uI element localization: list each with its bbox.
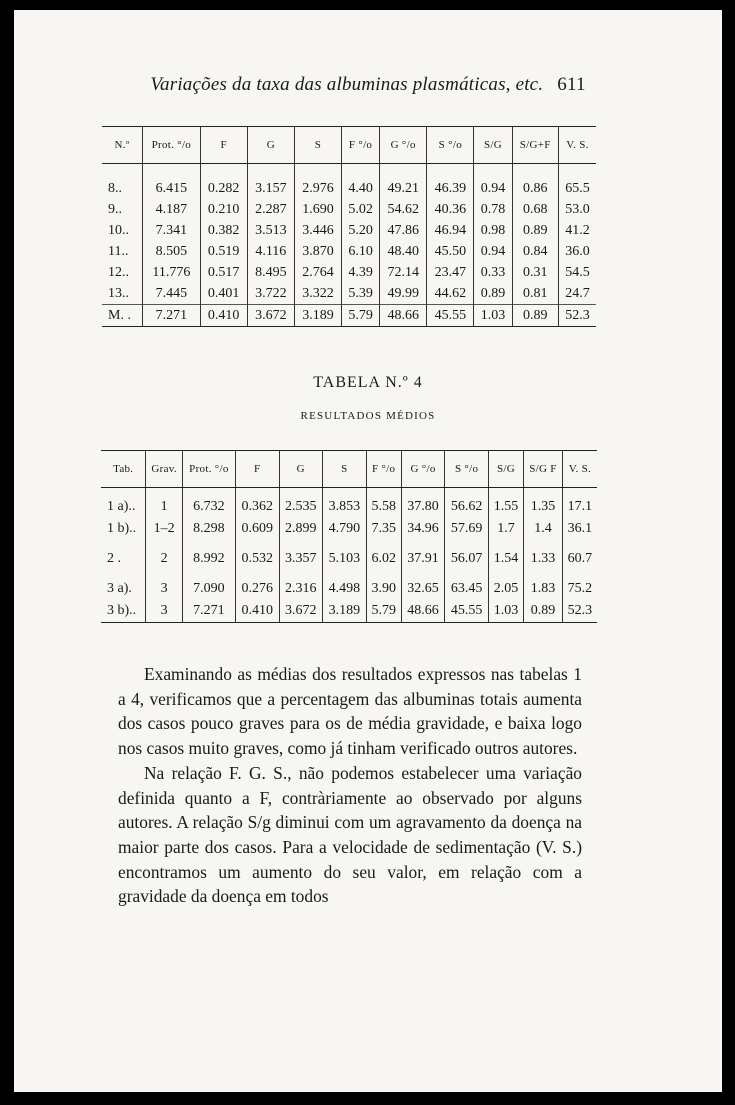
table-cell: 7.445	[143, 283, 200, 305]
table-cell: 49.99	[380, 283, 427, 305]
col-header: S °/o	[445, 451, 489, 488]
table-cell: 56.07	[445, 548, 489, 570]
table-cell: 4.498	[323, 578, 367, 600]
body-text	[118, 662, 582, 909]
table-4-header-row	[101, 451, 597, 488]
table-cell: 41.2	[558, 220, 596, 241]
table-cell: 36.0	[558, 241, 596, 262]
table-cell: 12..	[108, 264, 129, 280]
table-cell: 4.40	[342, 178, 380, 199]
table-cell: 11..	[108, 243, 129, 259]
table-cell: 2.535	[279, 496, 323, 518]
table-cell: 1.4	[524, 518, 563, 540]
table-cell: 3.189	[294, 305, 341, 327]
table-cell: 52.3	[562, 600, 597, 623]
paragraph: Examinando as médias dos resultados expressos nas tabelas 1 a 4, verificamos que a percentagem das albuminas totais aumenta dos casos pouco graves para os de média gravidade, e baixa logo nos casos muito graves, como já tinham verificado outros autores.	[118, 664, 582, 759]
table-cell: 3.853	[323, 496, 367, 518]
table-cell: 6.732	[182, 496, 235, 518]
table-cell: 2 .	[107, 551, 121, 566]
table-row	[101, 600, 597, 623]
table-cell: 37.80	[401, 496, 445, 518]
table-row	[101, 518, 597, 540]
table-cell: 5.02	[342, 199, 380, 220]
table-cell: 3.90	[366, 578, 401, 600]
table-cell: 3.446	[294, 220, 341, 241]
table-cell: 9..	[108, 201, 122, 217]
table-cell: 0.517	[200, 262, 247, 283]
paragraph: Na relação F. G. S., não podemos estabelecer uma variação definida quanto a F, contràriamente ao observado por alguns autores. A relação S/g diminui com um agravamento da doença na maior parte dos casos. Para a velocidade de sedimentação (V. S.) encontramos um aumento do seu valor, em relação com a gravidade da doença em todos	[118, 762, 582, 907]
table-cell: 2.764	[294, 262, 341, 283]
table-cell: 2.899	[279, 518, 323, 540]
table-cell: 54.5	[558, 262, 596, 283]
col-header: S/G F	[524, 451, 563, 488]
table-cell: 75.2	[562, 578, 597, 600]
table-cell: 1.54	[488, 548, 523, 570]
table-1-header-row	[102, 127, 596, 164]
col-header: G	[279, 451, 323, 488]
col-header: S/G	[474, 127, 512, 164]
table-cell: 3.157	[247, 178, 294, 199]
table-cell: 6.02	[366, 548, 401, 570]
table-cell: 0.89	[512, 220, 558, 241]
table-cell: 53.0	[558, 199, 596, 220]
col-header: S	[323, 451, 367, 488]
table-cell: 0.410	[235, 600, 279, 623]
table-cell: 4.790	[323, 518, 367, 540]
table-cell: 8.298	[182, 518, 235, 540]
table-cell: 6.415	[143, 178, 200, 199]
table-cell: 52.3	[558, 305, 596, 327]
table-cell: 2.976	[294, 178, 341, 199]
col-header: F °/o	[366, 451, 401, 488]
table-cell: 5.79	[366, 600, 401, 623]
table-cell: 7.341	[143, 220, 200, 241]
table-cell: 0.81	[512, 283, 558, 305]
table-cell: 3 a).	[107, 581, 132, 596]
table-cell: 54.62	[380, 199, 427, 220]
table-cell: 13..	[108, 285, 129, 301]
table-cell: 0.78	[474, 199, 512, 220]
table-cell: 23.47	[427, 262, 474, 283]
table-row	[102, 178, 596, 199]
table-cell: 8..	[108, 180, 122, 196]
table-cell: 5.58	[366, 496, 401, 518]
col-header: G °/o	[380, 127, 427, 164]
table-cell: 5.103	[323, 548, 367, 570]
table-cell: 7.271	[143, 305, 200, 327]
table-cell: 1.83	[524, 578, 563, 600]
table-cell: 7.090	[182, 578, 235, 600]
table-cell: 3.672	[279, 600, 323, 623]
table-cell: 0.401	[200, 283, 247, 305]
table-cell: 4.39	[342, 262, 380, 283]
table-cell: 48.40	[380, 241, 427, 262]
table-cell: 3.513	[247, 220, 294, 241]
col-header: F	[235, 451, 279, 488]
col-header: G	[247, 127, 294, 164]
table-cell: 3.870	[294, 241, 341, 262]
table-cell: 48.66	[401, 600, 445, 623]
table-cell: 1.03	[488, 600, 523, 623]
table-cell: 0.31	[512, 262, 558, 283]
table-cell: 7.271	[182, 600, 235, 623]
col-header: N.º	[102, 127, 143, 164]
table-cell: 0.210	[200, 199, 247, 220]
table-row	[101, 496, 597, 518]
col-header: V. S.	[562, 451, 597, 488]
table-cell: 3.189	[323, 600, 367, 623]
table-cell: 1–2	[146, 518, 182, 540]
col-header: Prot. °/o	[143, 127, 200, 164]
table-cell: 4.187	[143, 199, 200, 220]
table-cell: 60.7	[562, 548, 597, 570]
table-cell: 8.992	[182, 548, 235, 570]
table-cell: 0.89	[474, 283, 512, 305]
table-cell: 3.322	[294, 283, 341, 305]
table-cell: 49.21	[380, 178, 427, 199]
table-cell: 1 b)..	[107, 521, 137, 536]
table-cell: 1 a)..	[107, 499, 136, 514]
table-cell: 2.287	[247, 199, 294, 220]
table-subcaption: RESULTADOS MÉDIOS	[300, 410, 436, 422]
table-row	[102, 262, 596, 283]
table-cell: 5.39	[342, 283, 380, 305]
table-cell: 40.36	[427, 199, 474, 220]
table-cell: 57.69	[445, 518, 489, 540]
table-cell: 1.03	[474, 305, 512, 327]
running-header	[14, 74, 722, 96]
table-1	[102, 126, 596, 327]
table-cell: 6.10	[342, 241, 380, 262]
table-cell: 32.65	[401, 578, 445, 600]
table-cell: 4.116	[247, 241, 294, 262]
table-cell: 1.35	[524, 496, 563, 518]
table-cell: 0.276	[235, 578, 279, 600]
col-header: S	[294, 127, 341, 164]
table-cell: 3.722	[247, 283, 294, 305]
table-cell: 45.55	[427, 305, 474, 327]
table-row	[102, 199, 596, 220]
table-cell: 47.86	[380, 220, 427, 241]
table-cell: 1	[146, 496, 182, 518]
table-cell: 17.1	[562, 496, 597, 518]
table-row	[101, 548, 597, 570]
table-cell: 7.35	[366, 518, 401, 540]
table-cell: 10..	[108, 222, 129, 238]
table-row	[102, 241, 596, 262]
col-header: S °/o	[427, 127, 474, 164]
table-cell: M. .	[102, 305, 143, 327]
table-cell: 0.382	[200, 220, 247, 241]
col-header: G °/o	[401, 451, 445, 488]
table-cell: 0.362	[235, 496, 279, 518]
table-row	[102, 220, 596, 241]
table-cell: 44.62	[427, 283, 474, 305]
table-cell: 0.609	[235, 518, 279, 540]
table-cell: 48.66	[380, 305, 427, 327]
table-row	[101, 578, 597, 600]
table-cell: 0.532	[235, 548, 279, 570]
table-cell: 3 b)..	[101, 600, 146, 623]
col-header: Tab.	[101, 451, 146, 488]
table-cell: 0.86	[512, 178, 558, 199]
table-4	[101, 450, 597, 623]
table-cell: 0.89	[512, 305, 558, 327]
table-cell: 1.7	[488, 518, 523, 540]
col-header: V. S.	[558, 127, 596, 164]
page	[14, 10, 722, 1092]
table-cell: 1.690	[294, 199, 341, 220]
table-cell: 46.94	[427, 220, 474, 241]
table-caption: TABELA N.º 4	[313, 374, 423, 391]
table-cell: 3	[146, 578, 182, 600]
table-cell: 46.39	[427, 178, 474, 199]
table-cell: 1.33	[524, 548, 563, 570]
table-row-mean	[102, 305, 596, 327]
table-cell: 37.91	[401, 548, 445, 570]
table-cell: 0.98	[474, 220, 512, 241]
table-cell: 45.55	[445, 600, 489, 623]
col-header: Prot. °/o	[182, 451, 235, 488]
table-cell: 63.45	[445, 578, 489, 600]
table-cell: 2.316	[279, 578, 323, 600]
page-number: 611	[557, 74, 586, 95]
table-cell: 2.05	[488, 578, 523, 600]
table-cell: 11.776	[143, 262, 200, 283]
col-header: F	[200, 127, 247, 164]
table-cell: 0.94	[474, 241, 512, 262]
table-cell: 3	[146, 600, 182, 623]
table-cell: 0.68	[512, 199, 558, 220]
table-cell: 5.20	[342, 220, 380, 241]
table-cell: 24.7	[558, 283, 596, 305]
table-cell: 0.84	[512, 241, 558, 262]
col-header: S/G+F	[512, 127, 558, 164]
col-header: S/G	[488, 451, 523, 488]
table-cell: 65.5	[558, 178, 596, 199]
table-cell: 72.14	[380, 262, 427, 283]
table-cell: 1.55	[488, 496, 523, 518]
table-cell: 2	[146, 548, 182, 570]
header-title: Variações da taxa das albuminas plasmáticas, etc.	[150, 74, 544, 95]
table-row	[102, 283, 596, 305]
col-header: F °/o	[342, 127, 380, 164]
table-cell: 0.410	[200, 305, 247, 327]
table-cell: 8.505	[143, 241, 200, 262]
table-cell: 0.33	[474, 262, 512, 283]
table-cell: 5.79	[342, 305, 380, 327]
table-cell: 0.282	[200, 178, 247, 199]
table-cell: 56.62	[445, 496, 489, 518]
table-cell: 0.94	[474, 178, 512, 199]
col-header: Grav.	[146, 451, 182, 488]
table-cell: 45.50	[427, 241, 474, 262]
table-cell: 36.1	[562, 518, 597, 540]
table-cell: 0.89	[524, 600, 563, 623]
table-cell: 3.672	[247, 305, 294, 327]
table-cell: 3.357	[279, 548, 323, 570]
table-cell: 34.96	[401, 518, 445, 540]
table-cell: 8.495	[247, 262, 294, 283]
table-cell: 0.519	[200, 241, 247, 262]
